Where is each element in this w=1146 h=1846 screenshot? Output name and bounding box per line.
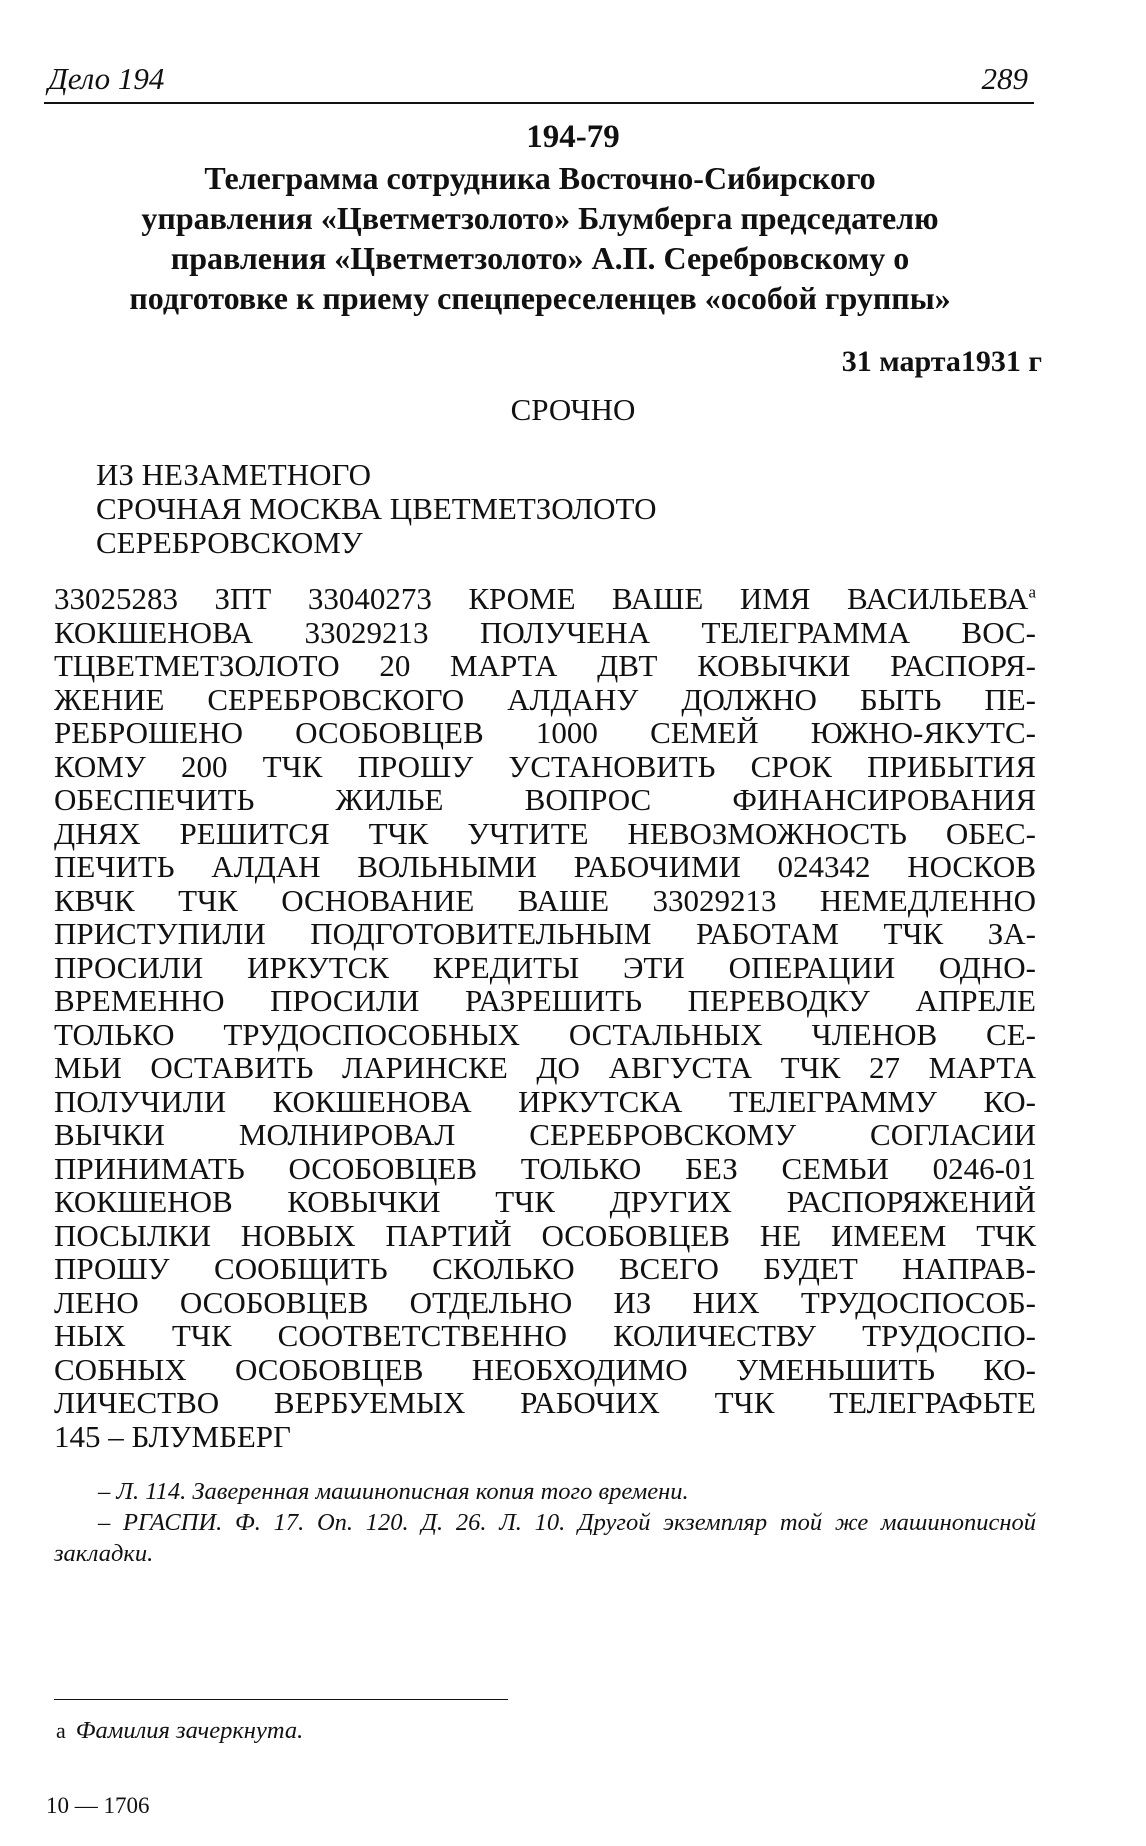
body-line: ВРЕМЕННО ПРОСИЛИ РАЗРЕШИТЬ ПЕРЕВОДКУ АПРЕЛЕ (54, 983, 1036, 1018)
footnote-text: Фамилия зачеркнута. (75, 1717, 304, 1744)
document-number: 194-79 (526, 119, 620, 155)
body-line: ПРОСИЛИ ИРКУТСК КРЕДИТЫ ЭТИ ОПЕРАЦИИ ОДНО- (54, 949, 1036, 985)
body-line: РЕБРОШЕНО ОСОБОВЦЕВ 1000 СЕМЕЙ ЮЖНО-ЯКУТС- (54, 715, 1036, 750)
page-number: 289 (981, 61, 1028, 96)
body-line: ПРОШУ СООБЩИТЬ СКОЛЬКО ВСЕГО БУДЕТ НАПРАВ- (54, 1251, 1036, 1286)
body-line: КВЧК ТЧК ОСНОВАНИЕ ВАШЕ 33029213 НЕМЕДЛЕННО (54, 882, 1036, 918)
title-line: управления «Цветметзолото» Блумберга председателю (141, 200, 939, 236)
body-line: ПОЛУЧИЛИ КОКШЕНОВА ИРКУТСКА ТЕЛЕГРАММУ КО- (54, 1083, 1036, 1119)
address-line: СЕРЕБРОВСКОМУ (96, 525, 363, 560)
document-date: 31 марта1931 г (841, 345, 1042, 378)
address-line: ИЗ НЕЗАМЕТНОГО (96, 457, 372, 492)
running-head (44, 60, 1034, 104)
footnote-mark: а (56, 1718, 66, 1743)
body-line: СОБНЫХ ОСОБОВЦЕВ НЕОБХОДИМО УМЕНЬШИТЬ КО- (54, 1351, 1036, 1387)
title-line: подготовке к приему спецпереселенцев «особой группы» (129, 280, 951, 316)
body-line: ПОСЫЛКИ НОВЫХ ПАРТИЙ ОСОБОВЦЕВ НЕ ИМЕЕМ ТЧК (54, 1217, 1036, 1253)
body-line: МЬИ ОСТАВИТЬ ЛАРИНСКЕ ДО АВГУСТА ТЧК 27 МАРТА (54, 1050, 1036, 1085)
body-line: ТОЛЬКО ТРУДОСПОСОБНЫХ ОСТАЛЬНЫХ ЧЛЕНОВ СЕ- (54, 1016, 1036, 1052)
body-line: ОБЕСПЕЧИТЬ ЖИЛЬЕ ВОПРОС ФИНАНСИРОВАНИЯ (54, 782, 1036, 817)
body-line: ПЕЧИТЬ АЛДАН ВОЛЬНЫМИ РАБОЧИМИ 024342 НОСКОВ (54, 849, 1036, 884)
urgency-mark: СРОЧНО (510, 392, 636, 427)
body-line: ЖЕНИЕ СЕРЕБРОВСКОГО АЛДАНУ ДОЛЖНО БЫТЬ ПЕ- (54, 681, 1036, 717)
body-line: КОКШЕНОВА 33029213 ПОЛУЧЕНА ТЕЛЕГРАММА ВОС- (54, 614, 1036, 650)
source-note: – Л. 114. Заверенная машинописная копия того времени. (98, 1478, 689, 1505)
telegram-address (96, 458, 896, 560)
body-line: ПРИСТУПИЛИ ПОДГОТОВИТЕЛЬНЫМ РАБОТАМ ТЧК ЗА- (54, 916, 1036, 951)
source-note: – РГАСПИ. Ф. 17. Оп. 120. Д. 26. Л. 10. Другой экземпляр той же машинописной закладки. (54, 1509, 1036, 1567)
body-line: ЛИЧЕСТВО ВЕРБУЕМЫХ РАБОЧИХ ТЧК ТЕЛЕГРАФЬТЕ (54, 1385, 1036, 1420)
body-line: ПРИНИМАТЬ ОСОБОВЦЕВ ТОЛЬКО БЕЗ СЕМЬИ 0246-01 (54, 1150, 1036, 1186)
body-line: ВЫЧКИ МОЛНИРОВАЛ СЕРЕБРОВСКОМУ СОГЛАСИИ (54, 1117, 1036, 1152)
body-line (54, 582, 1036, 616)
title-line: правления «Цветметзолото» А.П. Серебровскому о (170, 240, 910, 276)
address-line: СРОЧНАЯ МОСКВА ЦВЕТМЕТЗОЛОТО (96, 491, 657, 526)
footnote (56, 1716, 303, 1746)
title-line: Телеграмма сотрудника Восточно-Сибирского (204, 160, 876, 196)
body-line: КОМУ 200 ТЧК ПРОШУ УСТАНОВИТЬ СРОК ПРИБЫТИЯ (54, 748, 1036, 784)
footnote-divider (54, 1699, 508, 1700)
footnote-reference: а (1028, 582, 1036, 602)
body-line-signature: 145 – БЛУМБЕРГ (54, 1418, 291, 1454)
body-line: ТЦВЕТМЕТЗОЛОТО 20 МАРТА ДВТ КОВЫЧКИ РАСПОРЯ- (54, 648, 1036, 683)
body-line: ДНЯХ РЕШИТСЯ ТЧК УЧТИТЕ НЕВОЗМОЖНОСТЬ ОБЕС- (54, 815, 1036, 851)
document-title (60, 158, 1020, 318)
body-line: НЫХ ТЧК СООТВЕТСТВЕННО КОЛИЧЕСТВУ ТРУДОСПО- (54, 1318, 1036, 1353)
archival-source-notes (54, 1476, 1036, 1569)
body-line-text: 33025283 ЗПТ 33040273 КРОМЕ ВАШЕ ИМЯ ВАСИЛЬЕВА (54, 581, 1029, 616)
body-line: КОКШЕНОВ КОВЫЧКИ ТЧК ДРУГИХ РАСПОРЯЖЕНИЙ (54, 1184, 1036, 1219)
case-number: Дело 194 (48, 61, 165, 96)
body-line: ЛЕНО ОСОБОВЦЕВ ОТДЕЛЬНО ИЗ НИХ ТРУДОСПОСОБ- (54, 1284, 1036, 1320)
telegram-body (54, 582, 1036, 1453)
printer-signature: 10 — 1706 (46, 1793, 150, 1818)
